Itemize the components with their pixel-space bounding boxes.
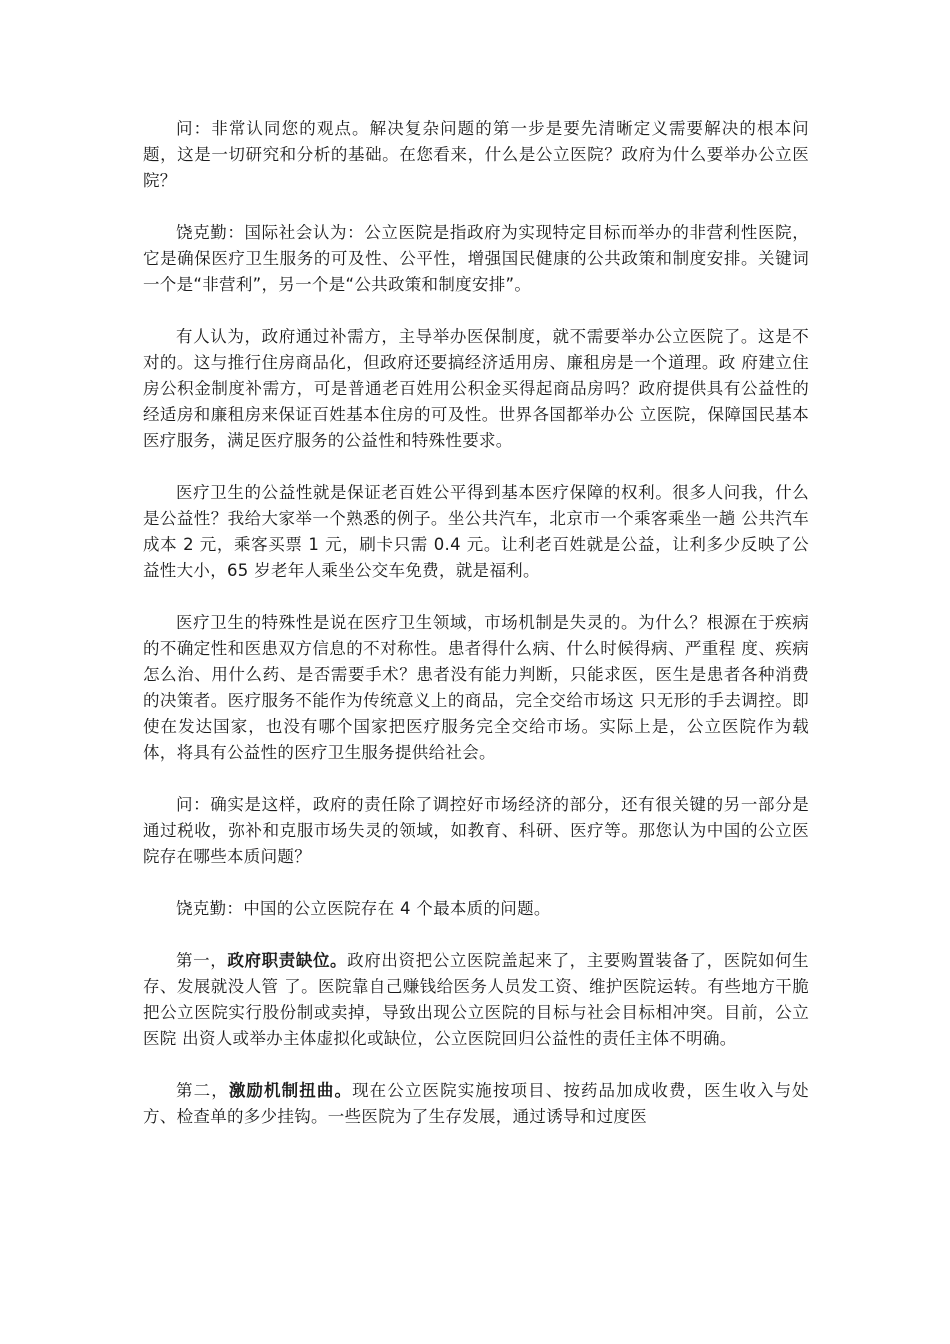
paragraph-issue-1 (143, 948, 809, 1052)
issue-1-lead: 第一， (176, 951, 228, 970)
issue-2-heading: 激励机制扭曲。 (228, 1081, 353, 1100)
paragraph-housing-analogy: 有人认为，政府通过补需方，主导举办医保制度，就不需要举办公立医院了。这是不对的。这与推行住房商品化，但政府还要搞经济适用房、廉租房是一个道理。政 府建立住房公积金制度补需方，可是普通老百姓用公积金买得起商品房吗？政府提供具有公益性的经适房和廉租房来保证百姓基本住房的可及性。世界各国都举办公 立医院，保障国民基本医疗服务，满足医疗服务的公益性和特殊性要求。 (143, 327, 809, 450)
paragraph-answer-four-issues: 饶克勤：中国的公立医院存在 4 个最本质的问题。 (176, 899, 551, 918)
issue-2-lead: 第二， (176, 1081, 229, 1100)
issue-1-heading: 政府职责缺位。 (227, 951, 348, 970)
paragraph-answer-definition: 饶克勤：国际社会认为：公立医院是指政府为实现特定目标而举办的非营利性医院，它是确保医疗卫生服务的可及性、公平性，增强国民健康的公共政策和制度安排。关键词一个是“非营利”，另一个是“公共政策和制度安排”。 (143, 223, 809, 294)
paragraph-market-failure: 医疗卫生的特殊性是说在医疗卫生领域，市场机制是失灵的。为什么？根源在于疾病的不确定性和医患双方信息的不对称性。患者得什么病、什么时候得病、严重程 度、疾病怎么治、用什么药、是否需要手术？患者没有能力判断，只能求医，医生是患者各种消费的决策者。医疗服务不能作为传统意义上的商品，完全交给市场这 只无形的手去调控。即使在发达国家，也没有哪个国家把医疗服务完全交给市场。实际上是，公立医院作为载体，将具有公益性的医疗卫生服务提供给社会。 (143, 613, 809, 762)
paragraph-public-welfare: 医疗卫生的公益性就是保证老百姓公平得到基本医疗保障的权利。很多人问我，什么是公益性？我给大家举一个熟悉的例子。坐公共汽车，北京市一个乘客乘坐一趟 公共汽车成本 2 元，乘客买票 1 元，刷卡只需 0.4 元。让利老百姓就是公益，让利多少反映了公益性大小，65 岁老年人乘坐公交车免费，就是福利。 (143, 483, 809, 580)
issue-1-body: 政府出资把公立医院盖起来了，主要购置装备了，医院如何生存、发展就没人管 了。医院靠自己赚钱给医务人员发工资、维护医院运转。有些地方干脆把公立医院实行股份制或卖掉，导致出现公立医院的目标与社会目标相冲突。目前，公立医院 出资人或举办主体虚拟化或缺位，公立医院回归公益性的责任主体不明确。 (143, 951, 809, 1048)
paragraph-question-1: 问：非常认同您的观点。解决复杂问题的第一步是要先清晰定义需要解决的根本问题，这是一切研究和分析的基础。在您看来，什么是公立医院？政府为什么要举办公立医院？ (143, 119, 809, 190)
issue-2-body: 现在公立医院实施按项目、按药品加成收费，医生收入与处方、检查单的多少挂钩。一些医院为了生存发展，通过诱导和过度医 (143, 1081, 809, 1126)
paragraph-question-2: 问：确实是这样，政府的责任除了调控好市场经济的部分，还有很关键的另一部分是通过税收，弥补和克服市场失灵的领域，如教育、科研、医疗等。那您认为中国的公立医院存在哪些本质问题？ (143, 795, 809, 866)
paragraph-issue-2 (143, 1078, 809, 1130)
document-page (143, 116, 809, 1156)
